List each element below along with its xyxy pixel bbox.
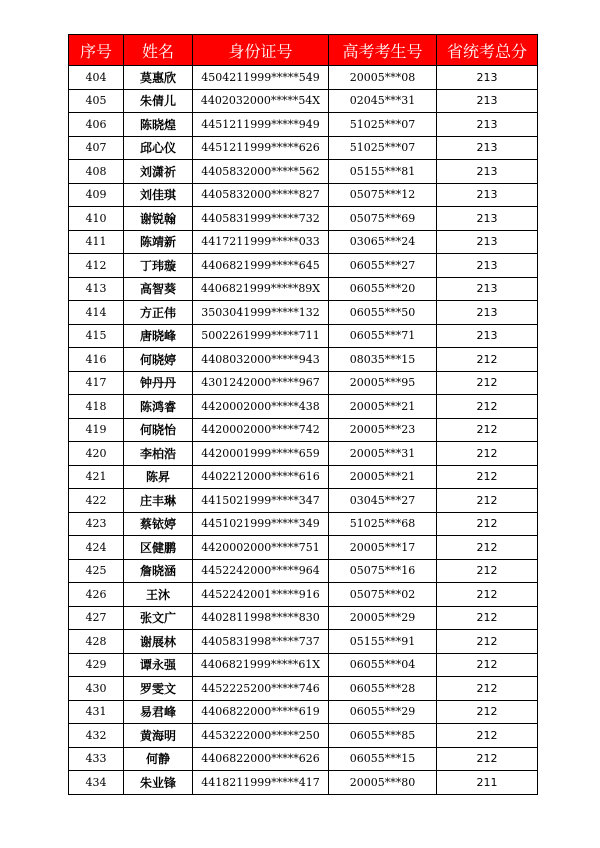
- name-cell: 何晓婷: [124, 348, 193, 372]
- table-row: [69, 230, 538, 254]
- exam-number-cell: 20005***29: [329, 606, 437, 630]
- exam-number-cell: 51025***07: [329, 136, 437, 160]
- header-name: 姓名: [124, 35, 193, 66]
- serial-cell: 431: [69, 700, 124, 724]
- table-row: [69, 747, 538, 771]
- score-cell: 212: [437, 606, 538, 630]
- id-number-cell: 4451021999*****349: [193, 512, 329, 536]
- table-row: [69, 183, 538, 207]
- exam-number-cell: 20005***80: [329, 771, 437, 795]
- table-row: [69, 254, 538, 278]
- name-cell: 詹晓涵: [124, 559, 193, 583]
- score-cell: 212: [437, 395, 538, 419]
- id-number-cell: 4406822000*****626: [193, 747, 329, 771]
- serial-cell: 407: [69, 136, 124, 160]
- name-cell: 高智葵: [124, 277, 193, 301]
- table-row: [69, 583, 538, 607]
- exam-number-cell: 05155***91: [329, 630, 437, 654]
- exam-number-cell: 20005***23: [329, 418, 437, 442]
- serial-cell: 427: [69, 606, 124, 630]
- serial-cell: 434: [69, 771, 124, 795]
- table-row: [69, 301, 538, 325]
- table-row: [69, 136, 538, 160]
- header-serial: 序号: [69, 35, 124, 66]
- score-cell: 212: [437, 465, 538, 489]
- exam-number-cell: 06055***28: [329, 677, 437, 701]
- score-cell: 212: [437, 559, 538, 583]
- name-cell: 张文广: [124, 606, 193, 630]
- id-number-cell: 4418211999*****417: [193, 771, 329, 795]
- table-row: [69, 113, 538, 137]
- exam-number-cell: 05075***16: [329, 559, 437, 583]
- id-number-cell: 4451211999*****949: [193, 113, 329, 137]
- name-cell: 朱倩儿: [124, 89, 193, 113]
- exam-number-cell: 08035***15: [329, 348, 437, 372]
- score-cell: 212: [437, 418, 538, 442]
- header-exam-number: 高考考生号: [329, 35, 437, 66]
- id-number-cell: 4420002000*****742: [193, 418, 329, 442]
- id-number-cell: 4402212000*****616: [193, 465, 329, 489]
- score-cell: 213: [437, 66, 538, 90]
- name-cell: 罗雯文: [124, 677, 193, 701]
- name-cell: 朱业锋: [124, 771, 193, 795]
- exam-number-cell: 06055***20: [329, 277, 437, 301]
- serial-cell: 412: [69, 254, 124, 278]
- score-cell: 212: [437, 677, 538, 701]
- name-cell: 易君峰: [124, 700, 193, 724]
- exam-number-cell: 06055***29: [329, 700, 437, 724]
- table-row: [69, 465, 538, 489]
- score-cell: 213: [437, 136, 538, 160]
- table-row: [69, 89, 538, 113]
- score-cell: 212: [437, 348, 538, 372]
- score-cell: 212: [437, 371, 538, 395]
- serial-cell: 414: [69, 301, 124, 325]
- table-row: [69, 277, 538, 301]
- serial-cell: 432: [69, 724, 124, 748]
- score-cell: 212: [437, 700, 538, 724]
- id-number-cell: 4415021999*****347: [193, 489, 329, 513]
- name-cell: 丁玮璇: [124, 254, 193, 278]
- id-number-cell: 4405832000*****827: [193, 183, 329, 207]
- score-cell: 212: [437, 512, 538, 536]
- exam-number-cell: 03045***27: [329, 489, 437, 513]
- serial-cell: 408: [69, 160, 124, 184]
- id-number-cell: 4420002000*****438: [193, 395, 329, 419]
- id-number-cell: 5002261999*****711: [193, 324, 329, 348]
- id-number-cell: 4406822000*****619: [193, 700, 329, 724]
- table-row: [69, 395, 538, 419]
- serial-cell: 406: [69, 113, 124, 137]
- name-cell: 王沐: [124, 583, 193, 607]
- serial-cell: 424: [69, 536, 124, 560]
- name-cell: 区健鹏: [124, 536, 193, 560]
- id-number-cell: 4405831998*****737: [193, 630, 329, 654]
- table-row: [69, 606, 538, 630]
- id-number-cell: 4420001999*****659: [193, 442, 329, 466]
- serial-cell: 433: [69, 747, 124, 771]
- id-number-cell: 4406821999*****89X: [193, 277, 329, 301]
- name-cell: 陈鸿睿: [124, 395, 193, 419]
- exam-number-cell: 05155***81: [329, 160, 437, 184]
- serial-cell: 420: [69, 442, 124, 466]
- name-cell: 唐晓峰: [124, 324, 193, 348]
- serial-cell: 422: [69, 489, 124, 513]
- exam-number-cell: 06055***50: [329, 301, 437, 325]
- serial-cell: 416: [69, 348, 124, 372]
- score-cell: 213: [437, 254, 538, 278]
- id-number-cell: 4402032000*****54X: [193, 89, 329, 113]
- serial-cell: 421: [69, 465, 124, 489]
- name-cell: 谢锐翰: [124, 207, 193, 231]
- serial-cell: 409: [69, 183, 124, 207]
- table-row: [69, 630, 538, 654]
- exam-number-cell: 20005***08: [329, 66, 437, 90]
- serial-cell: 411: [69, 230, 124, 254]
- serial-cell: 404: [69, 66, 124, 90]
- serial-cell: 418: [69, 395, 124, 419]
- exam-number-cell: 51025***07: [329, 113, 437, 137]
- serial-cell: 429: [69, 653, 124, 677]
- id-number-cell: 4451211999*****626: [193, 136, 329, 160]
- serial-cell: 405: [69, 89, 124, 113]
- name-cell: 方正伟: [124, 301, 193, 325]
- id-number-cell: 4417211999*****033: [193, 230, 329, 254]
- name-cell: 陈靖新: [124, 230, 193, 254]
- table-row: [69, 536, 538, 560]
- table-row: [69, 724, 538, 748]
- name-cell: 谢展林: [124, 630, 193, 654]
- score-cell: 212: [437, 653, 538, 677]
- serial-cell: 430: [69, 677, 124, 701]
- table-row: [69, 324, 538, 348]
- table-row: [69, 677, 538, 701]
- score-cell: 213: [437, 230, 538, 254]
- score-cell: 211: [437, 771, 538, 795]
- score-cell: 212: [437, 724, 538, 748]
- id-number-cell: 4301242000*****967: [193, 371, 329, 395]
- score-cell: 212: [437, 747, 538, 771]
- exam-number-cell: 03065***24: [329, 230, 437, 254]
- exam-number-cell: 06055***85: [329, 724, 437, 748]
- table-row: [69, 371, 538, 395]
- table-row: [69, 559, 538, 583]
- score-cell: 213: [437, 183, 538, 207]
- table-row: [69, 771, 538, 795]
- table-row: [69, 207, 538, 231]
- id-number-cell: 4402811998*****830: [193, 606, 329, 630]
- id-number-cell: 4452242000*****964: [193, 559, 329, 583]
- table-row: [69, 653, 538, 677]
- score-cell: 213: [437, 160, 538, 184]
- id-number-cell: 4453222000*****250: [193, 724, 329, 748]
- header-id-number: 身份证号: [193, 35, 329, 66]
- score-cell: 213: [437, 324, 538, 348]
- id-number-cell: 3503041999*****132: [193, 301, 329, 325]
- name-cell: 陈晓煌: [124, 113, 193, 137]
- score-cell: 213: [437, 277, 538, 301]
- score-cell: 212: [437, 489, 538, 513]
- header-row: [69, 35, 538, 66]
- exam-number-cell: 05075***69: [329, 207, 437, 231]
- score-cell: 212: [437, 536, 538, 560]
- name-cell: 蔡铱婷: [124, 512, 193, 536]
- table-row: [69, 348, 538, 372]
- name-cell: 谭永强: [124, 653, 193, 677]
- exam-number-cell: 06055***27: [329, 254, 437, 278]
- exam-number-cell: 05075***12: [329, 183, 437, 207]
- exam-number-cell: 20005***21: [329, 395, 437, 419]
- serial-cell: 419: [69, 418, 124, 442]
- table-row: [69, 418, 538, 442]
- exam-number-cell: 06055***04: [329, 653, 437, 677]
- name-cell: 莫惠欣: [124, 66, 193, 90]
- serial-cell: 423: [69, 512, 124, 536]
- name-cell: 庄丰琳: [124, 489, 193, 513]
- score-cell: 212: [437, 442, 538, 466]
- serial-cell: 413: [69, 277, 124, 301]
- exam-number-cell: 06055***71: [329, 324, 437, 348]
- score-cell: 213: [437, 207, 538, 231]
- exam-number-cell: 20005***17: [329, 536, 437, 560]
- score-cell: 213: [437, 301, 538, 325]
- id-number-cell: 4452242001*****916: [193, 583, 329, 607]
- id-number-cell: 4420002000*****751: [193, 536, 329, 560]
- id-number-cell: 4504211999*****549: [193, 66, 329, 90]
- exam-number-cell: 20005***31: [329, 442, 437, 466]
- exam-number-cell: 51025***68: [329, 512, 437, 536]
- table-row: [69, 160, 538, 184]
- exam-number-cell: 06055***15: [329, 747, 437, 771]
- header-total-score: 省统考总分: [437, 35, 538, 66]
- score-cell: 212: [437, 630, 538, 654]
- table-row: [69, 700, 538, 724]
- id-number-cell: 4408032000*****943: [193, 348, 329, 372]
- serial-cell: 426: [69, 583, 124, 607]
- exam-number-cell: 20005***21: [329, 465, 437, 489]
- table-row: [69, 66, 538, 90]
- table-row: [69, 489, 538, 513]
- serial-cell: 425: [69, 559, 124, 583]
- id-number-cell: 4405832000*****562: [193, 160, 329, 184]
- id-number-cell: 4406821999*****645: [193, 254, 329, 278]
- name-cell: 黄海明: [124, 724, 193, 748]
- serial-cell: 428: [69, 630, 124, 654]
- id-number-cell: 4405831999*****732: [193, 207, 329, 231]
- name-cell: 陈昇: [124, 465, 193, 489]
- serial-cell: 415: [69, 324, 124, 348]
- serial-cell: 410: [69, 207, 124, 231]
- name-cell: 何静: [124, 747, 193, 771]
- id-number-cell: 4452225200*****746: [193, 677, 329, 701]
- id-number-cell: 4406821999*****61X: [193, 653, 329, 677]
- name-cell: 刘佳琪: [124, 183, 193, 207]
- name-cell: 何晓怡: [124, 418, 193, 442]
- score-cell: 212: [437, 583, 538, 607]
- name-cell: 邱心仪: [124, 136, 193, 160]
- name-cell: 李柏浩: [124, 442, 193, 466]
- table-row: [69, 442, 538, 466]
- exam-number-cell: 02045***31: [329, 89, 437, 113]
- table-body: [69, 66, 538, 795]
- serial-cell: 417: [69, 371, 124, 395]
- table-row: [69, 512, 538, 536]
- score-cell: 213: [437, 89, 538, 113]
- exam-number-cell: 20005***95: [329, 371, 437, 395]
- score-table: [68, 34, 538, 795]
- name-cell: 刘潇祈: [124, 160, 193, 184]
- exam-number-cell: 05075***02: [329, 583, 437, 607]
- name-cell: 钟丹丹: [124, 371, 193, 395]
- score-cell: 213: [437, 113, 538, 137]
